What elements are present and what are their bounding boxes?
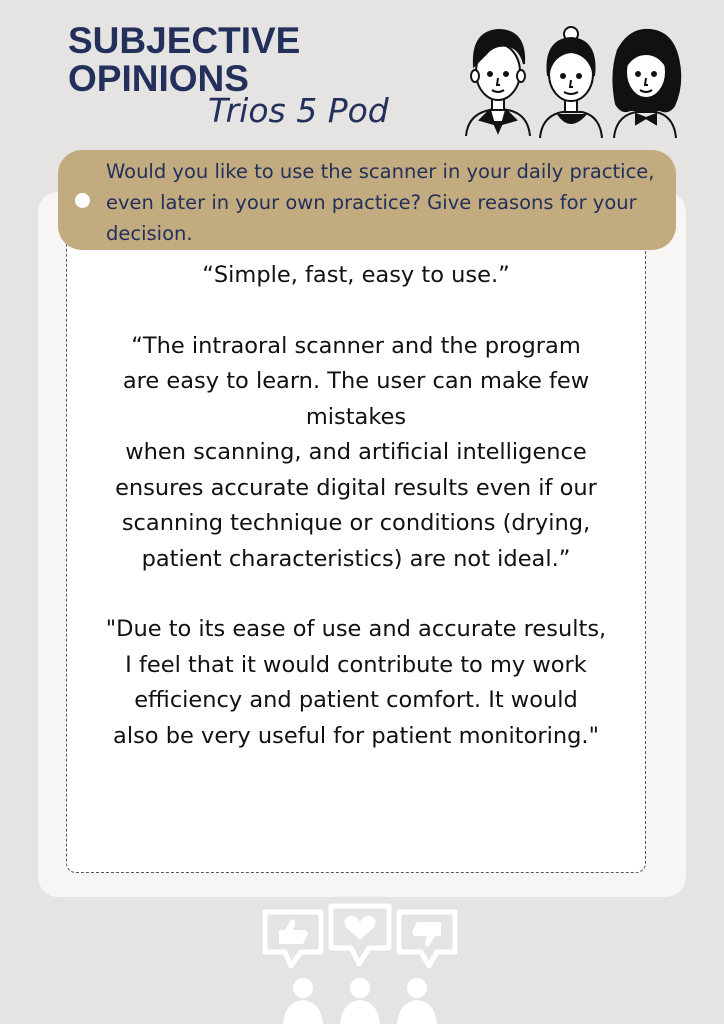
quote-line: ensures accurate digital results even if our [115,474,597,501]
quote-3 [66,612,646,754]
quote-1 [66,258,646,294]
thumbs-up-bubble-icon [265,912,321,966]
page-subtitle: Trios 5 Pod [208,91,389,130]
woman-long-hair-avatar-icon [613,30,680,138]
quote-line: I feel that it would contribute to my work [125,651,587,678]
bullet-dot-icon [75,193,90,208]
quote-line: scanning technique or conditions (drying, [121,510,591,536]
quote-line: efficiency and patient comfort. It would [134,687,578,713]
man-avatar-icon [466,30,530,136]
question-banner [58,150,676,250]
title-line-1: SUBJECTIVE [68,20,301,61]
page-title [68,22,300,98]
quote-line: mistakes [305,403,407,430]
quote-line: “Simple, fast, easy to use.” [202,262,510,288]
heart-bubble-icon [331,906,389,964]
quote-2 [66,329,646,578]
feedback-illustration [255,900,465,1024]
question-text: Would you like to use the scanner in your daily practice, even later in your own practice? Give reasons for your decision. [106,160,655,245]
quotes-block [66,258,646,754]
quote-line: are easy to learn. The user can make few [122,368,590,394]
quote-line: also be very useful for patient monitoring." [113,722,599,749]
quote-line: "Due to its ease of use and accurate results, [105,616,607,642]
quote-line: patient characteristics) are not ideal.” [141,545,571,572]
thumbs-down-bubble-icon [399,912,455,966]
quote-line: when scanning, and artificial intelligence [125,439,587,465]
title-line-2: OPINIONS [68,58,249,99]
quote-line: “The intraoral scanner and the program [131,332,581,359]
people-silhouettes-icon [283,978,437,1024]
avatars-illustration [450,14,690,144]
woman-bun-avatar-icon [540,27,602,138]
